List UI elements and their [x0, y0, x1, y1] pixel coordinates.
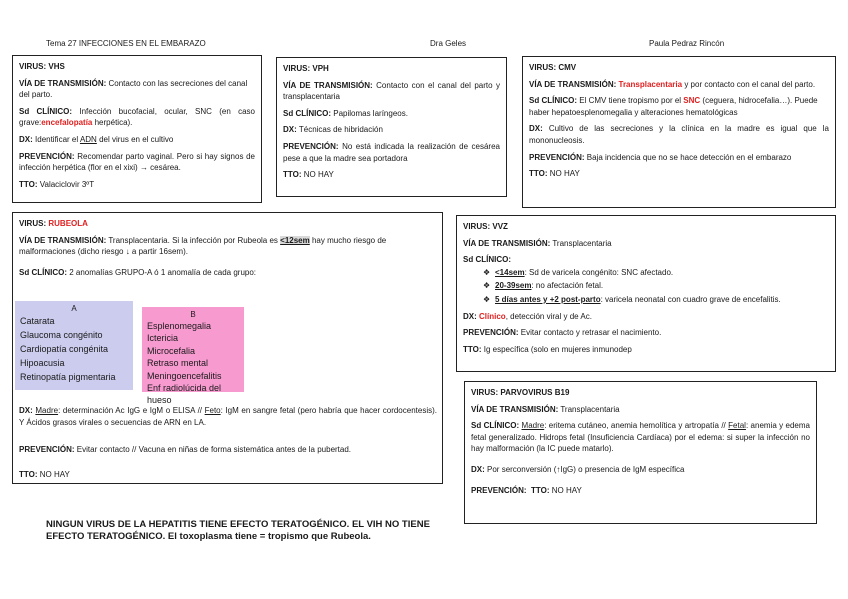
group-b-item: Microcefalia — [147, 345, 196, 356]
group-b-heading: B — [190, 310, 196, 319]
list-item: ❖ 5 días antes y +2 post-parto: varicela neonatal con cuadro grave de encefalitis. — [483, 294, 781, 304]
vph-virus: VIRUS: VPH — [283, 64, 329, 73]
cmv-box — [522, 56, 836, 208]
vvz-list — [463, 267, 829, 306]
footer-note: NINGUN VIRUS DE LA HEPATITIS TIENE EFECTO TERATOGÉNICO. EL VIH NO TIENE EFECTO TERATOGÉNICO. El toxoplasma tiene = tropismo que Rubeola. — [46, 519, 430, 542]
vvz-via: VÍA DE TRANSMISIÓN: Transplacentaria — [463, 238, 612, 248]
group-b-item: Retraso mental — [147, 358, 209, 369]
group-a-item: Catarata — [20, 316, 55, 327]
vvz-tto: TTO: Ig específica (solo en mujeres inmunodep — [463, 344, 632, 354]
group-a-item: Cardiopatía congénita — [20, 344, 109, 355]
rubeola-group-a — [15, 301, 133, 390]
cmv-virus: VIRUS: CMV — [529, 63, 577, 72]
group-a-item: Glaucoma congénito — [20, 330, 103, 341]
parvo-dx: DX: Por serconversión (↑IgG) o presencia de IgM específica — [471, 464, 685, 474]
vph-sd: Sd CLÍNICO: Papilomas laríngeos. — [283, 108, 408, 118]
vph-tto: TTO: NO HAY — [283, 170, 334, 180]
cmv-via: VÍA DE TRANSMISIÓN: Transplacentaria y por contacto con el canal del parto. — [529, 79, 816, 89]
rubeola-sd: Sd CLÍNICO: 2 anomalías GRUPO-A ó 1 anomalía de cada grupo: — [19, 267, 257, 277]
cmv-prev: PREVENCIÓN: Baja incidencia que no se hace detección en el embarazo — [529, 152, 792, 162]
rubeola-virus: VIRUS: RUBEOLA — [19, 219, 88, 228]
vph-dx: DX: Técnicas de hibridación — [283, 125, 383, 135]
parvo-via: VÍA DE TRANSMISIÓN: Transplacentaria — [471, 404, 620, 414]
group-b-item: Ictericia — [147, 333, 179, 344]
vhs-virus: VIRUS: VHS — [19, 62, 65, 71]
vvz-sd: Sd CLÍNICO: — [463, 255, 511, 265]
parvovirus-box — [464, 381, 817, 524]
list-item: ❖ 20-39sem: no afectación fetal. — [483, 281, 604, 291]
vhs-box — [12, 55, 262, 203]
group-a-item: Retinopatía pigmentaria — [20, 372, 116, 383]
group-b-item: Meningoencefalitis — [147, 370, 222, 381]
rubeola-via: VÍA DE TRANSMISIÓN: Transplacentaria. Si la infección por Rubeola es <12sem hay mucho riesgo de malformaciones (dicho riesgo ↓ a partir 16sem). — [19, 235, 387, 257]
cmv-sd: Sd CLÍNICO: El CMV tiene tropismo por el SNC (ceguera, hidrocefalia…). Puede haber hepatoesplenomegalia y alteraciones hematológicas — [529, 96, 818, 117]
cmv-tto: TTO: NO HAY — [529, 169, 580, 179]
page-topic: Tema 27 INFECCIONES EN EL EMBARAZO — [46, 39, 206, 48]
rubeola-group-b — [142, 307, 244, 406]
list-item: ❖ <14sem: Sd de varicela congénito: SNC afectado. — [483, 267, 674, 277]
group-a-heading: A — [71, 304, 77, 313]
group-a-item: Hipoacusia — [20, 358, 65, 369]
teacher-name: Dra Geles — [430, 39, 467, 48]
parvo-virus: VIRUS: PARVOVIRUS B19 — [471, 388, 570, 397]
vhs-sd: Sd CLÍNICO: Infección bucofacial, ocular, SNC (en caso grave:encefalopatía herpética). — [19, 106, 255, 128]
rubeola-dx: DX: Madre: determinación Ac IgG e IgM o ELISA // Feto: IgM en sangre fetal (pero habría que hacer cordocentesis). Y Ácidos grasos virales o secuencias de ARN en LA. — [19, 406, 437, 427]
author-name: Paula Pedraz Rincón — [649, 39, 725, 48]
vvz-box — [456, 215, 836, 372]
vph-box — [276, 57, 507, 197]
vhs-tto: TTO: Valaciclovir 3ºT — [19, 179, 95, 189]
vvz-virus: VIRUS: VVZ — [463, 222, 508, 231]
vph-prev: PREVENCIÓN: No está indicada la realización de cesárea pese a que la madre sea portadora — [283, 141, 500, 163]
vvz-dx: DX: Clínico, detección viral y de Ac. — [463, 311, 592, 321]
vhs-prev: PREVENCIÓN: Recomendar parto vaginal. Pero si hay signos de infección herpética (flor en el xixi) → cesárea. — [19, 151, 255, 173]
rubeola-tto: TTO: NO HAY — [19, 470, 70, 479]
rubeola-prev: PREVENCIÓN: Evitar contacto // Vacuna en niñas de forma sistemática antes de la pubertad. — [19, 445, 352, 454]
group-b-item: Enf radiolúcida del hueso — [147, 383, 222, 406]
parvo-prev-tto: PREVENCIÓN: TTO: NO HAY — [471, 485, 582, 495]
group-b-item: Esplenomegalia — [147, 321, 212, 332]
parvo-sd: Sd CLÍNICO: Madre: eritema cutáneo, anemia hemolítica y artropatía // Fetal: anemia y edema fetal generalizado. Hidrops fetal (Insuficiencia Cardíaca) por el edema: si super la infección no hay malformación (la IC puede matarlo). — [471, 421, 810, 454]
cmv-dx: DX: Cultivo de las secreciones y la clínica en la madre es igual que la mononucleosis. — [529, 124, 829, 145]
vhs-via: VÍA DE TRANSMISIÓN: Contacto con las secreciones del canal del parto. — [19, 78, 248, 100]
vvz-prev: PREVENCIÓN: Evitar contacto y retrasar el nacimiento. — [463, 328, 662, 338]
vph-via: VÍA DE TRANSMISIÓN: Contacto con el canal del parto y transplacentaria — [283, 80, 500, 102]
vhs-dx: DX: Identificar el ADN del virus en el cultivo — [19, 134, 174, 144]
